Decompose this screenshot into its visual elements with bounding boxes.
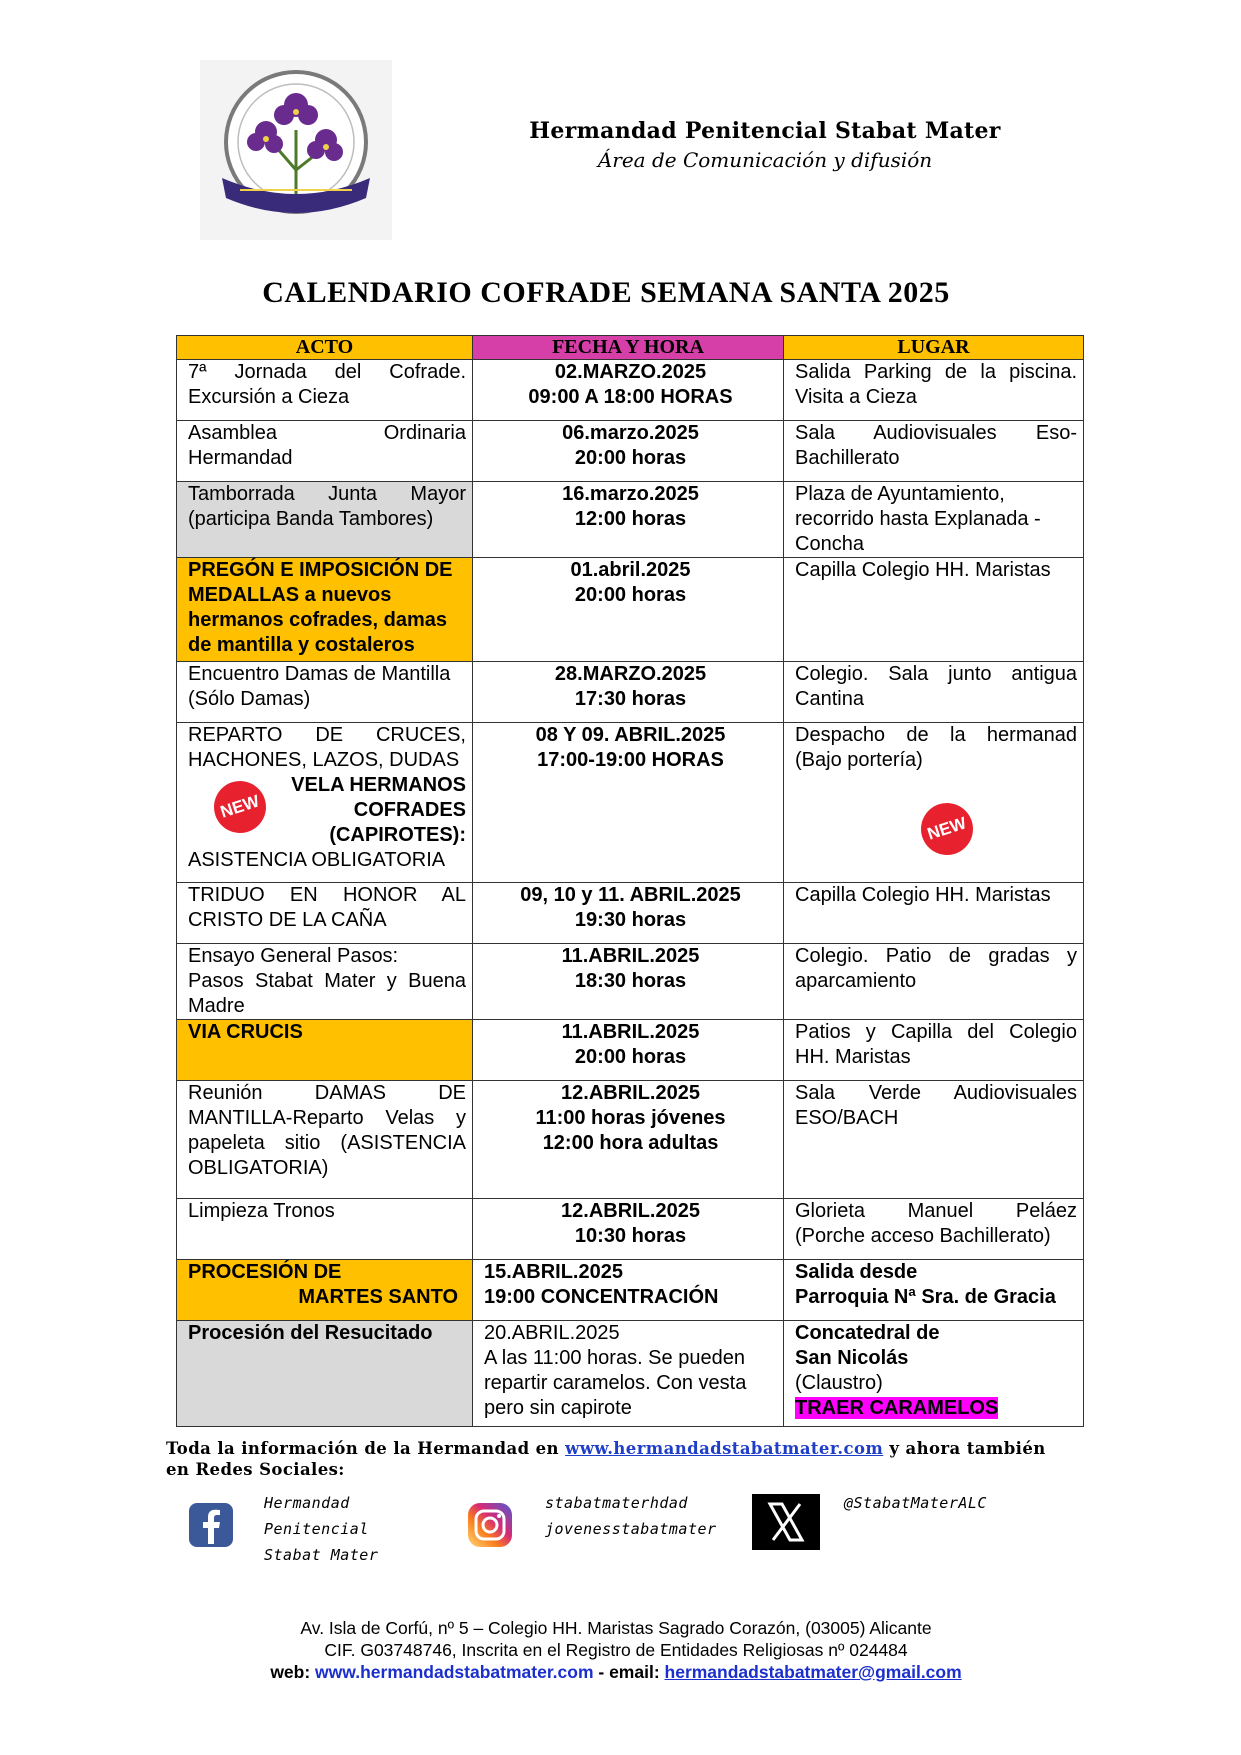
fecha-cell: [473, 1321, 784, 1427]
organization-name: Hermandad Penitencial Stabat Mater: [529, 118, 1001, 144]
fecha-cell: [473, 558, 784, 662]
table-row: [177, 421, 1084, 482]
header-acto: ACTO: [177, 336, 473, 360]
fecha-cell: [473, 662, 784, 723]
address-line: CIF. G03748746, Inscrita en el Registro de Entidades Religiosas nº 024484: [324, 1640, 908, 1660]
fecha-time: 10:30 horas: [574, 1225, 687, 1247]
address-block: [176, 1617, 1056, 1683]
lugar-line: Concatedral de: [795, 1322, 940, 1344]
lugar-cell: Glorieta Manuel Peláez (Porche acceso Bachillerato): [784, 1199, 1084, 1260]
fecha-note: A las 11:00 horas. Se pueden repartir caramelos. Con vesta pero sin capirote: [484, 1347, 747, 1419]
new-badge: NEW: [914, 796, 980, 862]
fecha-time: 09:00 A 18:00 HORAS: [528, 386, 733, 408]
acto-line: MARTES SANTO: [298, 1286, 458, 1308]
facebook-line: Hermandad: [264, 1494, 350, 1512]
lugar-cell: Patios y Capilla del Colegio HH. Maristas: [784, 1020, 1084, 1081]
hermandad-logo: [200, 60, 392, 240]
lugar-line: San Nicolás: [795, 1347, 909, 1369]
vela-block: [188, 773, 466, 848]
table-row: [177, 558, 1084, 662]
table-row: [177, 1199, 1084, 1260]
fecha-cell: [473, 360, 784, 421]
fecha-cell: [473, 1081, 784, 1199]
info-prefix: Toda la información de la Hermandad en: [166, 1439, 566, 1458]
lugar-cell: [784, 1321, 1084, 1427]
acto-cell: Tamborrada Junta Mayor (participa Banda Tambores): [177, 482, 473, 558]
table-row: [177, 1321, 1084, 1427]
lugar-cell: [784, 723, 1084, 883]
table-row: [177, 723, 1084, 883]
new-badge: NEW: [207, 774, 273, 840]
page-title: CALENDARIO COFRADE SEMANA SANTA 2025: [262, 276, 950, 309]
acto-cell: TRIDUO EN HONOR AL CRISTO DE LA CAÑA: [177, 883, 473, 944]
acto-cell: Reunión DAMAS DE MANTILLA-Reparto Velas y papeleta sitio (ASISTENCIA OBLIGATORIA): [177, 1081, 473, 1199]
fecha-date: 16.marzo.2025: [562, 483, 699, 505]
website-link[interactable]: www.hermandadstabatmater.com: [565, 1439, 884, 1458]
lugar-cell: [784, 1260, 1084, 1321]
web-label: web:: [270, 1662, 316, 1682]
fecha-time: 17:30 horas: [574, 688, 687, 710]
info-suffix: y ahora también en Redes Sociales:: [166, 1439, 1046, 1479]
acto-cell: VIA CRUCIS: [177, 1020, 473, 1081]
acto-cell: Encuentro Damas de Mantilla (Sólo Damas): [177, 662, 473, 723]
acto-line: PROCESIÓN DE: [188, 1261, 342, 1283]
fecha-time: 17:00-19:00 HORAS: [537, 749, 724, 771]
fecha-cell: [473, 1020, 784, 1081]
acto-line: REPARTO DE CRUCES, HACHONES, LAZOS, DUDAS: [188, 724, 466, 771]
lugar-cell: Colegio. Sala junto antigua Cantina: [784, 662, 1084, 723]
fecha-cell: [473, 1260, 784, 1321]
acto-cell: [177, 1260, 473, 1321]
fecha-time: 20:00 horas: [574, 1046, 687, 1068]
acto-cell: Procesión del Resucitado: [177, 1321, 473, 1427]
fecha-date: 01.abril.2025: [570, 559, 691, 581]
instagram-text: [545, 1490, 717, 1542]
acto-line: Ensayo General Pasos:: [188, 945, 399, 967]
table-row: [177, 1081, 1084, 1199]
acto-cell: PREGÓN E IMPOSICIÓN DE MEDALLAS a nuevos hermanos cofrades, damas de mantilla y costaleros: [177, 558, 473, 662]
table-row: [177, 662, 1084, 723]
table-row: [177, 1020, 1084, 1081]
acto-cell: Asamblea Ordinaria Hermandad: [177, 421, 473, 482]
table-row: [177, 883, 1084, 944]
fecha-cell: [473, 723, 784, 883]
acto-cell: [177, 944, 473, 1020]
fecha-date: 15.ABRIL.2025: [484, 1261, 623, 1283]
instagram-handle: jovenesstabatmater: [545, 1520, 717, 1538]
lugar-cell: Salida Parking de la piscina. Visita a Cieza: [784, 360, 1084, 421]
table-row: [177, 360, 1084, 421]
fecha-time: 12:00 horas: [574, 508, 687, 530]
fecha-cell: [473, 421, 784, 482]
fecha-date: 20.ABRIL.2025: [484, 1322, 620, 1344]
email-label: - email:: [593, 1662, 665, 1682]
fecha-date: 02.MARZO.2025: [554, 361, 707, 383]
fecha-cell: [473, 944, 784, 1020]
lugar-cell: Capilla Colegio HH. Maristas: [784, 883, 1084, 944]
area-name: Área de Comunicación y difusión: [597, 148, 933, 172]
header-fecha: FECHA Y HORA: [473, 336, 784, 360]
x-icon[interactable]: [752, 1494, 820, 1550]
fecha-date: 09, 10 y 11. ABRIL.2025: [520, 884, 741, 906]
fecha-time: 11:00 horas jóvenes: [535, 1107, 726, 1129]
fecha-time: 19:00 CONCENTRACIÓN: [484, 1286, 719, 1308]
fecha-time: 18:30 horas: [574, 970, 687, 992]
lugar-line: Parroquia Nª Sra. de Gracia: [795, 1286, 1056, 1308]
fecha-date: 08 Y 09. ABRIL.2025: [535, 724, 726, 746]
fecha-time: 20:00 horas: [574, 584, 687, 606]
fecha-cell: [473, 883, 784, 944]
fecha-date: 06.marzo.2025: [562, 422, 699, 444]
fecha-date: 12.ABRIL.2025: [561, 1082, 700, 1104]
fecha-date: 11.ABRIL.2025: [561, 945, 700, 967]
lugar-cell: Plaza de Ayuntamiento, recorrido hasta Explanada - Concha: [784, 482, 1084, 558]
email-link[interactable]: hermandadstabatmater@gmail.com: [664, 1662, 962, 1682]
table-row: [177, 944, 1084, 1020]
lugar-cell: Sala Audiovisuales Eso-Bachillerato: [784, 421, 1084, 482]
facebook-text: [264, 1490, 378, 1568]
header: [520, 118, 1010, 172]
lugar-text: Despacho de la hermanad (Bajo portería): [795, 724, 1077, 771]
fecha-cell: [473, 482, 784, 558]
fecha-time: 20:00 horas: [574, 447, 687, 469]
fecha-date: 28.MARZO.2025: [554, 663, 707, 685]
header-lugar: LUGAR: [784, 336, 1084, 360]
fecha-time: 19:30 horas: [574, 909, 687, 931]
acto-highlight: VELA HERMANOS COFRADES (CAPIROTES):: [291, 774, 466, 846]
fecha-cell: [473, 1199, 784, 1260]
web-link[interactable]: www.hermandadstabatmater.com: [315, 1662, 594, 1682]
fecha-date: 12.ABRIL.2025: [561, 1200, 700, 1222]
fecha-date: 11.ABRIL.2025: [561, 1021, 700, 1043]
lugar-line: (Claustro): [795, 1372, 883, 1394]
facebook-line: Stabat Mater: [264, 1546, 379, 1564]
lugar-line: Salida desde: [795, 1261, 918, 1283]
lugar-cell: Capilla Colegio HH. Maristas: [784, 558, 1084, 662]
instagram-handle: stabatmaterhdad: [545, 1494, 688, 1512]
instagram-icon[interactable]: [465, 1500, 515, 1550]
fecha-time: 12:00 hora adultas: [542, 1132, 719, 1154]
facebook-line: Penitencial: [264, 1520, 369, 1538]
address-line: Av. Isla de Corfú, nº 5 – Colegio HH. Maristas Sagrado Corazón, (03005) Alicante: [300, 1618, 932, 1638]
acto-cell: 7ª Jornada del Cofrade. Excursión a Cieza: [177, 360, 473, 421]
traer-caramelos-highlight: TRAER CARAMELOS: [795, 1397, 999, 1419]
acto-line: ASISTENCIA OBLIGATORIA: [188, 849, 446, 871]
acto-line: Pasos Stabat Mater y Buena Madre: [188, 970, 466, 1017]
footer-info: [166, 1438, 1066, 1480]
acto-cell: [177, 723, 473, 883]
acto-cell: Limpieza Tronos: [177, 1199, 473, 1260]
table-row: [177, 1260, 1084, 1321]
table-header-row: [177, 336, 1084, 360]
calendar-table: [176, 335, 1084, 1427]
lugar-cell: Colegio. Patio de gradas y aparcamiento: [784, 944, 1084, 1020]
facebook-icon[interactable]: [186, 1500, 236, 1550]
table-row: [177, 482, 1084, 558]
lugar-cell: Sala Verde Audiovisuales ESO/BACH: [784, 1081, 1084, 1199]
x-handle: @StabatMaterALC: [844, 1494, 987, 1512]
